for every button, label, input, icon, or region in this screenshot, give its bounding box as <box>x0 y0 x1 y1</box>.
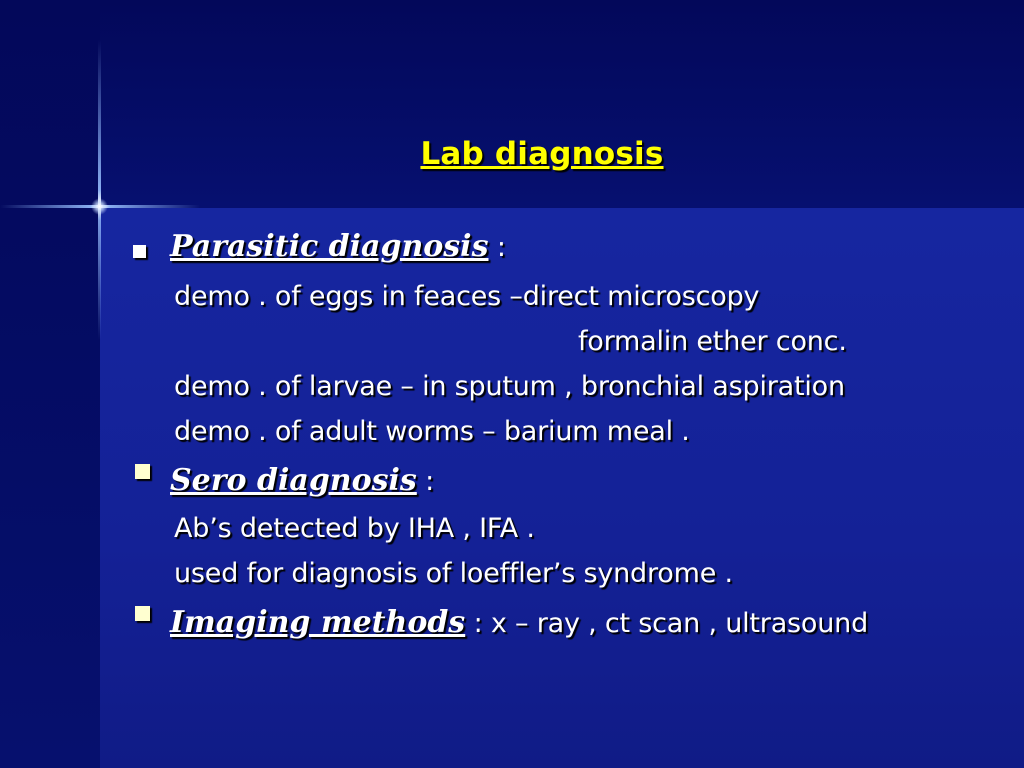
light-flare-icon <box>91 198 108 215</box>
background-top-band <box>0 0 1024 208</box>
section-separator: : <box>416 466 435 497</box>
detail-line: demo . of adult worms – barium meal . <box>174 416 690 447</box>
section-imaging <box>170 606 868 641</box>
light-flare-vertical <box>98 40 101 340</box>
detail-line: demo . of larvae – in sputum , bronchial aspiration <box>174 371 845 402</box>
background-left-band <box>0 0 100 768</box>
square-bullet-icon <box>135 464 150 479</box>
detail-line: demo . of eggs in feaces –direct microscopy <box>174 281 760 312</box>
section-heading: Imaging methods <box>170 605 466 640</box>
section-sero <box>170 464 434 499</box>
section-separator: : x – ray , ct scan , ultrasound <box>465 608 869 639</box>
section-parasitic <box>170 230 506 265</box>
detail-line: Ab’s detected by IHA , IFA . <box>174 513 535 544</box>
section-heading: Sero diagnosis <box>170 463 417 498</box>
slide-title: Lab diagnosis <box>420 136 664 172</box>
section-separator: : <box>488 232 506 263</box>
detail-line: used for diagnosis of loeffler’s syndrome . <box>174 558 733 589</box>
square-bullet-icon <box>133 245 146 258</box>
square-bullet-icon <box>135 606 150 621</box>
section-heading: Parasitic diagnosis <box>170 229 489 264</box>
detail-line: formalin ether conc. <box>578 326 847 357</box>
